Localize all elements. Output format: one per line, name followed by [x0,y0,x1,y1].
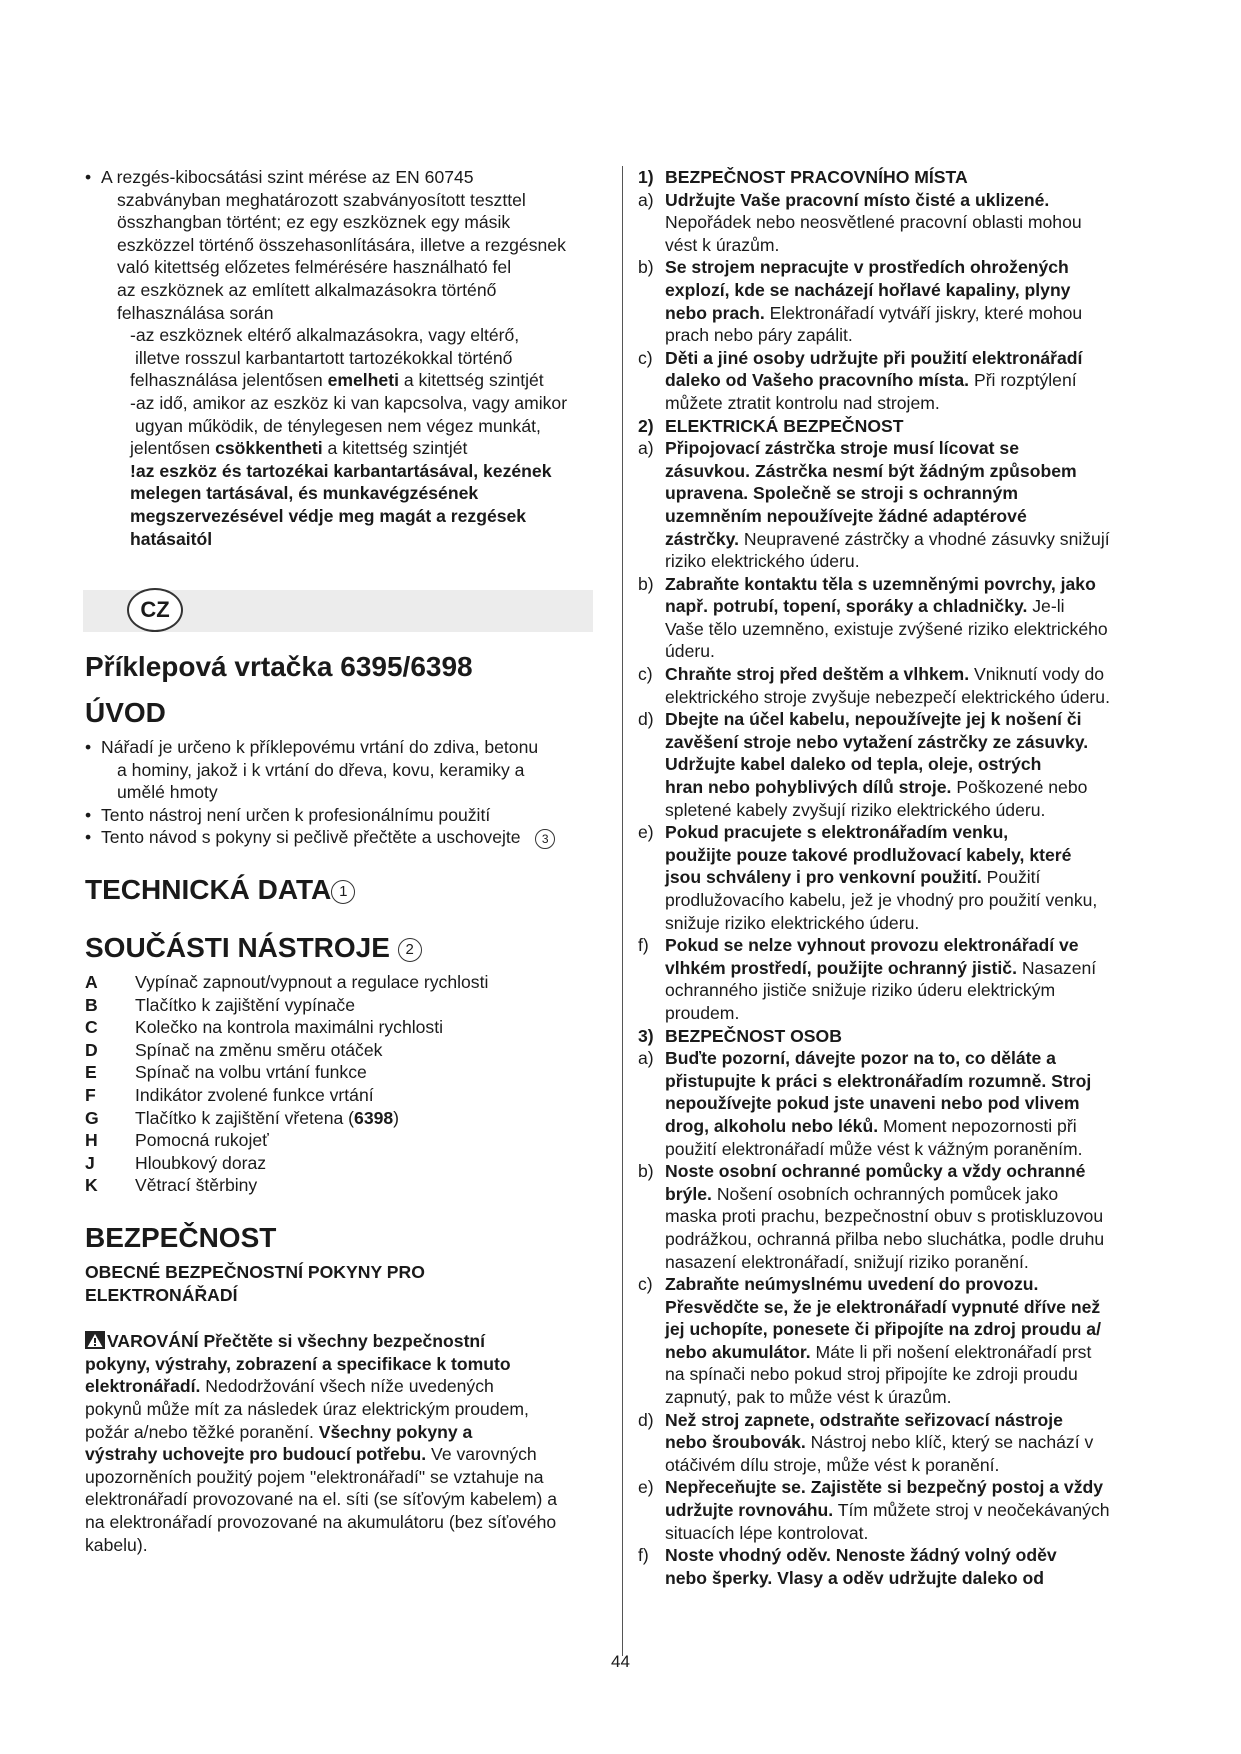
item-text: brýle. [665,1183,712,1204]
item-text: nebo prach. [665,302,765,323]
item-label: d) [638,709,654,730]
part-label: Pomocná rukojeť [135,1130,269,1151]
part-key: J [85,1152,95,1173]
item-label: f) [638,935,649,956]
right-column [638,166,1168,1589]
part-label-close: ) [393,1107,400,1128]
hu-vibration-bullet [85,166,605,324]
intro-text: Tento návod s pokyny si pečlivě přečtěte a uschovejte [101,827,521,848]
part-label: Spínač na volbu vrtání funkce [135,1062,367,1083]
safety-item [638,934,1168,1024]
hu-line: összhangban történt; ez egy eszköznek egy másik [117,212,511,233]
item-label: a) [638,438,654,459]
warning-line: kabelu). [85,1534,148,1555]
hu-line: szabványban meghatározott szabványosított teszttel [117,189,526,210]
part-key: E [85,1062,97,1083]
item-line: uzemněním nepoužívejte žádné adaptérové [665,505,1027,526]
item-line: použití elektronářadí může vést k vážným poraněním. [665,1138,1083,1159]
item-label: b) [638,257,654,278]
item-text: Nošení osobních ochranných pomůcek jako [711,1183,1059,1204]
item-text: zástrčky. [665,528,740,549]
intro-line [101,826,605,849]
hu-line [130,369,605,392]
item-line: explozí, kde se nacházejí hořlavé kapaliny, plyny [665,279,1071,300]
item-line: Noste osobní ochranné pomůcky a vždy ochranné [665,1161,1086,1182]
item-line [665,957,1168,980]
hu-line: eszközzel történő összehasonlítására, illetve a rezgésnek [117,234,566,255]
item-text: Elektronářadí vytváří jiskry, které mohou [764,302,1083,323]
safety-item [638,437,1168,573]
section-title: ELEKTRICKÁ BEZPEČNOST [665,415,904,436]
item-line: prodlužovacího kabelu, jež je vhodný pro použití venku, [665,890,1098,910]
part-key: G [85,1107,99,1128]
item-line: Udržujte kabel daleko od tepla, oleje, ostrých [665,754,1042,775]
item-line: nepoužívejte pokud jste unaveni nebo pod vlivem [665,1093,1080,1114]
safety-item [638,1273,1168,1409]
left-column [85,166,605,1556]
part-key: B [85,994,98,1015]
item-line: přistupujte k práci s elektronářadím rozumně. Stroj [665,1070,1092,1091]
item-line: ochranného jističe snižuje riziko úderu elektrickým [665,980,1056,1001]
safety-item [638,573,1168,663]
item-text: daleko od Vašeho pracovního místa. [665,370,970,391]
item-text: Neupravené zástrčky a vhodné zásuvky snižují [739,528,1110,549]
item-text: Chraňte stroj před deštěm a vlhkem. [665,664,970,685]
intro-line: a hominy, jakož i k vrtání do dřeva, kovu, keramiky a [117,759,525,780]
item-line: Noste vhodný oděv. Nenoste žádný volný oděv [665,1545,1057,1566]
item-line: použijte pouze takové prodlužovací kabely, které [665,844,1072,865]
warning-line: upozorněních použitý pojem "elektronářadí" se vztahuje na [85,1466,544,1487]
item-label: d) [638,1409,654,1430]
item-text: Nasazení [1016,957,1097,978]
item-line [665,595,1168,618]
item-line: můžete ztratit kontrolu nad strojem. [665,392,940,413]
warning-line [85,1330,605,1353]
warning-line: pokyny, výstrahy, zobrazení a specifikace k tomuto [85,1353,511,1374]
warning-text: VAROVÁNÍ Přečtěte si všechny bezpečnostní [107,1331,486,1352]
hu-sub-increase [85,324,605,392]
item-line: jej uchopíte, ponesete či připojíte na zdroj proudu a/ [665,1319,1101,1340]
section-number: 1) [638,167,654,187]
item-line: zapnutý, pak to může vést k úrazům. [665,1387,952,1408]
section-number: 3) [638,1025,654,1046]
item-line [665,369,1168,392]
intro-heading: ÚVOD [85,697,166,729]
warning-text: požár a/nebo těžké poranění. [85,1421,319,1442]
item-line: zavěšení stroje nebo vytažení zástrčky ze zásuvky. [665,731,1089,752]
item-line: Připojovací zástrčka stroje musí lícovat se [665,438,1019,459]
part-key: K [85,1175,98,1196]
item-text: Při rozptýlení [969,370,1077,391]
part-label: Spínač na změnu směru otáček [135,1039,383,1060]
safety-item [638,189,1168,257]
figure-ref-icon: 1 [331,880,355,904]
hu-line: az eszköznek az említett alkalmazásokra történő [117,279,497,300]
list-item [85,1039,605,1062]
item-line [665,1115,1168,1138]
safety-item [638,1544,1168,1589]
item-line: Zabraňte kontaktu těla s uzemněnými povrchy, jako [665,573,1096,594]
item-line: Než stroj zapnete, odstraňte seřizovací nástroje [665,1409,1063,1430]
part-label: Vypínač zapnout/vypnout a regulace rychlosti [135,972,489,993]
column-divider [622,166,623,1656]
part-label: Tlačítko k zajištění vypínače [135,994,356,1015]
item-line: Pokud se nelze vyhnout provozu elektronářadí ve [665,935,1079,956]
item-line [665,1431,1168,1454]
part-label: Větrací štěrbiny [135,1175,258,1196]
tech-data-title: TECHNICKÁ DATA [85,874,332,906]
item-text: nebo šroubovák. [665,1432,806,1453]
hu-line [130,437,605,460]
warning-text: výstrahy uchovejte pro budoucí potřebu. [85,1444,427,1465]
warning-line: pokynů může mít za následek úraz elektrickým proudem, [85,1398,529,1419]
item-line: maska proti prachu, bezpečnostní obuv s protiskluzovou [665,1206,1104,1227]
safety-item [638,1409,1168,1477]
item-line: Vaše tělo uzemněno, existuje zvýšené riziko elektrického [665,618,1108,639]
part-label: Indikátor zvolené funkce vrtání [135,1085,374,1106]
item-label: a) [638,1048,654,1069]
item-line: nasazení elektronářadí, snižují riziko poranění. [665,1251,1029,1272]
safety-heading: BEZPEČNOST [85,1222,277,1253]
hu-sub-decrease [85,392,605,460]
tech-data-heading [85,873,605,907]
item-text: jsou schváleny i pro venkovní použití. [665,867,982,888]
hu-line: hatásaitól [130,528,213,549]
item-line: upravena. Společně se stroji s ochranným [665,483,1018,504]
safety-item [638,708,1168,821]
warning-line [85,1443,605,1466]
item-text: Použití [981,867,1041,888]
hu-line: !az eszköz és tartozékai karbantartásával, kezének [130,460,552,481]
item-text: Je-li [1027,596,1065,617]
item-text: Vniknutí vody do [969,664,1105,685]
safety-item [638,347,1168,415]
warning-text: Ve varovných [426,1444,537,1465]
item-line: Nepořádek nebo neosvětlené pracovní oblasti mohou [665,212,1082,233]
item-label: c) [638,347,653,368]
item-line: Přesvědčte se, že je elektronářadí vypnuté dříve než [665,1296,1101,1317]
item-text: hran nebo pohyblivých dílů stroje. [665,777,952,798]
hu-line: -az idő, amikor az eszköz ki van kapcsolva, vagy amikor [130,392,568,413]
page-number: 44 [611,1652,630,1671]
part-label: Kolečko na kontrola maximálni rychlosti [135,1017,444,1038]
item-line: elektrického stroje zvyšuje nebezpečí elektrického úderu. [665,686,1110,707]
item-line: Se strojem nepracujte v prostředích ohrožených [665,257,1069,278]
item-line: prach nebo páry zapálit. [665,325,853,346]
section-heading [638,1025,1168,1048]
item-line: Pokud pracujete s elektronářadím venku, [665,822,1009,843]
item-line: proudem. [665,1002,740,1023]
subhead-line: ELEKTRONÁŘADÍ [85,1284,238,1305]
hu-emphasis: emelheti [327,370,399,391]
item-text: Tím můžete stroj v neočekávaných [833,1500,1110,1521]
intro-bullet [85,826,605,849]
safety-item [638,1160,1168,1273]
hu-line: való kitettség előzetes felmérésére használható fel [117,257,512,278]
item-line [665,302,1168,325]
item-text: drog, alkoholu nebo léků. [665,1115,879,1136]
item-line [665,1341,1168,1364]
warning-line [85,1421,605,1444]
item-line [665,663,1168,686]
intro-bullet [85,736,605,804]
item-text: udržujte rovnováhu. [665,1500,834,1521]
part-key: H [85,1130,98,1151]
hu-text: jelentősen [130,438,216,459]
list-item [85,1129,605,1152]
section-title: BEZPEČNOST PRACOVNÍHO MÍSTA [665,167,968,187]
item-label: b) [638,1161,654,1182]
list-item [85,1107,605,1130]
hu-text: a kitettség szintjét [322,438,468,459]
safety-item [638,1047,1168,1160]
warning-line [85,1375,605,1398]
item-line: Děti a jiné osoby udržujte při použití elektronářadí [665,347,1083,368]
item-label: c) [638,1274,653,1295]
item-line: úderu. [665,641,715,662]
item-line [665,528,1168,551]
intro-line: • Nářadí je určeno k příklepovému vrtání do zdiva, betonu [101,737,539,758]
hu-line: -az eszköznek eltérő alkalmazásokra, vagy eltérő, [130,325,520,346]
part-key: D [85,1039,98,1060]
item-line: Buďte pozorní, dávejte pozor na to, co děláte a [665,1048,1056,1069]
item-line: na spínači nebo pokud stroj připojíte ke zdroji proudu [665,1364,1078,1385]
item-line: situacích lépe kontrolovat. [665,1522,869,1543]
parts-list [85,971,605,1197]
section-heading [638,415,1168,438]
warning-paragraph [85,1330,605,1556]
list-item [85,1061,605,1084]
figure-ref-icon: 2 [398,938,422,962]
item-line: podrážkou, ochranná přilba nebo sluchátka, podle druhu [665,1228,1105,1249]
item-text: Poškozené nebo [951,777,1088,798]
item-line: Dbejte na účel kabelu, nepoužívejte jej k nošení či [665,709,1082,730]
item-label: c) [638,664,653,685]
item-line [665,776,1168,799]
item-label: a) [638,189,654,210]
item-line: nebo šperky. Vlasy a oděv udržujte daleko od [665,1567,1045,1588]
part-key: F [85,1085,96,1106]
item-line: Zabraňte neúmyslnému uvedení do provozu. [665,1274,1039,1295]
item-line: riziko elektrického úderu. [665,551,860,572]
hu-text: felhasználása jelentősen [130,370,328,391]
item-text: např. potrubí, topení, sporáky a chladničky. [665,596,1028,617]
safety-item [638,663,1168,708]
list-item [85,1084,605,1107]
item-line [665,1183,1168,1206]
product-title: Příklepová vrtačka 6395/6398 [85,651,473,683]
subhead-line: OBECNÉ BEZPEČNOSTNÍ POKYNY PRO [85,1262,425,1282]
list-item [85,994,605,1017]
item-label: e) [638,822,654,843]
hu-line: felhasználása során [117,302,274,323]
section-number: 2) [638,415,654,436]
hu-protect-notice [85,460,605,550]
warning-text: elektronářadí. [85,1376,201,1397]
warning-text: Nedodržování všech níže uvedených [200,1376,494,1397]
item-line: otáčivém dílu stroje, může vést k poranění. [665,1454,1000,1475]
item-line: snižuje riziko elektrického úderu. [665,912,920,933]
part-key: A [85,972,98,993]
hu-line: illetve rosszul karbantartott tartozékokkal történő [135,347,513,368]
item-label: f) [638,1545,649,1566]
intro-line: • Tento nástroj není určen k profesionálnímu použití [101,804,491,825]
safety-subheading [85,1261,605,1306]
hu-line: ugyan működik, de ténylegesen nem végez munkát, [135,415,541,436]
hu-text: a kitettség szintjét [398,370,544,391]
list-item [85,971,605,994]
warning-line: na elektronářadí provozované na akumulátoru (bez síťového [85,1511,557,1532]
part-model: 6398 [354,1107,394,1128]
figure-ref-icon: 3 [535,829,555,849]
warning-triangle-icon [85,1331,105,1349]
list-item [85,1174,605,1197]
item-text: Moment nepozornosti při [878,1115,1077,1136]
item-line: Udržujte Vaše pracovní místo čisté a uklizené. [665,189,1050,210]
language-bar [83,590,593,632]
hu-emphasis: csökkentheti [215,438,323,459]
warning-text: Všechny pokyny a [318,1421,473,1442]
hu-line: megszervezésével védje meg magát a rezgések [130,505,527,526]
parts-heading [85,931,605,965]
safety-item [638,256,1168,346]
list-item [85,1016,605,1039]
item-label: b) [638,573,654,594]
item-text: Máte li při nošení elektronářadí prst [810,1341,1092,1362]
safety-item [638,821,1168,934]
part-key: C [85,1017,98,1038]
list-item [85,1152,605,1175]
warning-line: elektronářadí provozované na el. síti (se síťovým kabelem) a [85,1489,558,1510]
item-text: nebo akumulátor. [665,1341,811,1362]
item-text: vlhkém prostředí, použijte ochranný jistič. [665,957,1017,978]
item-line [665,866,1168,889]
hu-line: • A rezgés-kibocsátási szint mérése az EN 60745 [101,167,474,187]
section-title: BEZPEČNOST OSOB [665,1025,842,1046]
part-label: Tlačítko k zajištění vřetena ( [135,1107,355,1128]
item-line: spletené kabely zvyšují riziko elektrického úderu. [665,799,1046,820]
hu-line: melegen tartásával, és munkavégzésének [130,483,479,504]
parts-title: SOUČÁSTI NÁSTROJE [85,932,390,964]
section-heading [638,166,1168,189]
safety-item [638,1476,1168,1544]
item-line: vést k úrazům. [665,234,780,255]
item-text: Nástroj nebo klíč, který se nachází v [805,1432,1094,1453]
language-badge: CZ [127,588,183,632]
item-line: Nepřeceňujte se. Zajistěte si bezpečný postoj a vždy [665,1477,1104,1498]
intro-line: umělé hmoty [117,782,218,803]
part-label: Hloubkový doraz [135,1152,267,1173]
intro-bullet [85,804,605,827]
item-line: zásuvkou. Zástrčka nesmí být žádným způsobem [665,460,1077,481]
item-label: e) [638,1477,654,1498]
item-line [665,1499,1168,1522]
